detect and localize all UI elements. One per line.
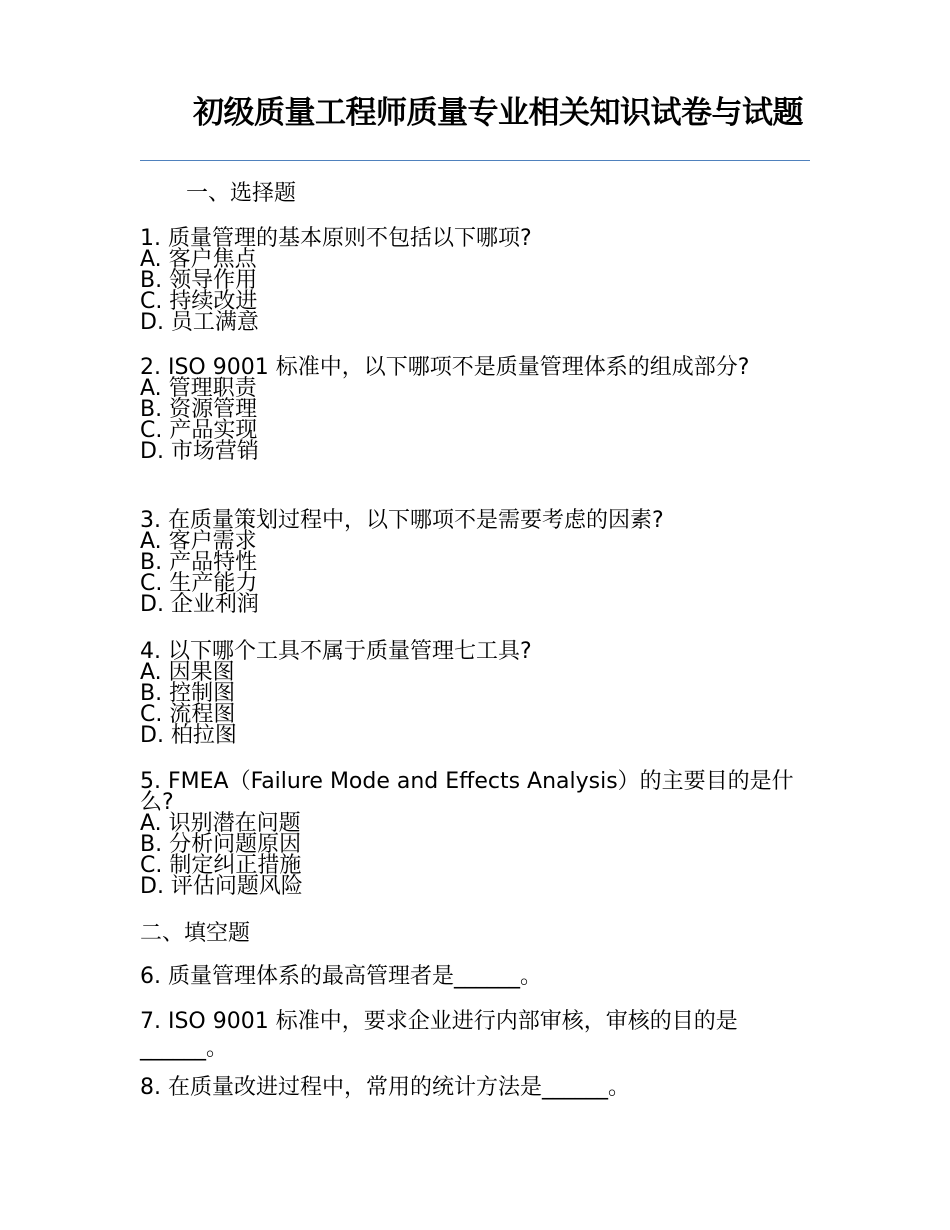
option-d: D. 员工满意 xyxy=(140,310,259,335)
question-5 xyxy=(140,771,812,897)
option-b: B. 控制图 xyxy=(140,681,236,706)
option-a: A. 管理职责 xyxy=(140,376,257,401)
option-d: D. 企业利润 xyxy=(140,592,259,617)
option-c: C. 流程图 xyxy=(140,702,236,727)
question-4 xyxy=(140,641,812,746)
option-a: A. 因果图 xyxy=(140,660,235,685)
option-d: D. 评估问题风险 xyxy=(140,874,303,899)
question-text: 5. FMEA（Failure Mode and Effects Analysis）的主要目的是什么? xyxy=(140,769,794,815)
option-c: C. 制定纠正措施 xyxy=(140,853,302,878)
question-text: 1. 质量管理的基本原则不包括以下哪项? xyxy=(140,226,532,251)
question-3 xyxy=(140,510,812,615)
option-d: D. 柏拉图 xyxy=(140,723,237,748)
question-2 xyxy=(140,357,812,462)
question-6: 6. 质量管理体系的最高管理者是______。 xyxy=(140,964,542,989)
title-block xyxy=(140,95,810,131)
option-c: C. 持续改进 xyxy=(140,289,258,314)
option-a: A. 识别潜在问题 xyxy=(140,811,301,836)
question-text: 2. ISO 9001 标准中，以下哪项不是质量管理体系的组成部分? xyxy=(140,355,750,380)
question-1 xyxy=(140,228,812,333)
question-text: 3. 在质量策划过程中，以下哪项不是需要考虑的因素? xyxy=(140,508,664,533)
option-a: A. 客户需求 xyxy=(140,529,257,554)
option-b: B. 资源管理 xyxy=(140,397,258,422)
option-c: C. 生产能力 xyxy=(140,571,258,596)
option-b: B. 分析问题原因 xyxy=(140,832,302,857)
section-heading-fill-in: 二、填空题 xyxy=(140,921,251,946)
question-7: 7. ISO 9001 标准中，要求企业进行内部审核，审核的目的是______。 xyxy=(140,1009,738,1061)
option-b: B. 产品特性 xyxy=(140,550,258,575)
section-heading-choice: 一、选择题 xyxy=(186,181,297,206)
question-text: 4. 以下哪个工具不属于质量管理七工具? xyxy=(140,639,532,664)
option-a: A. 客户焦点 xyxy=(140,247,257,272)
option-c: C. 产品实现 xyxy=(140,418,258,443)
option-b: B. 领导作用 xyxy=(140,268,258,293)
title-underline xyxy=(140,160,810,161)
page-title: 初级质量工程师质量专业相关知识试卷与试题 xyxy=(193,95,803,131)
option-d: D. 市场营销 xyxy=(140,439,259,464)
question-8: 8. 在质量改进过程中，常用的统计方法是______。 xyxy=(140,1075,630,1100)
